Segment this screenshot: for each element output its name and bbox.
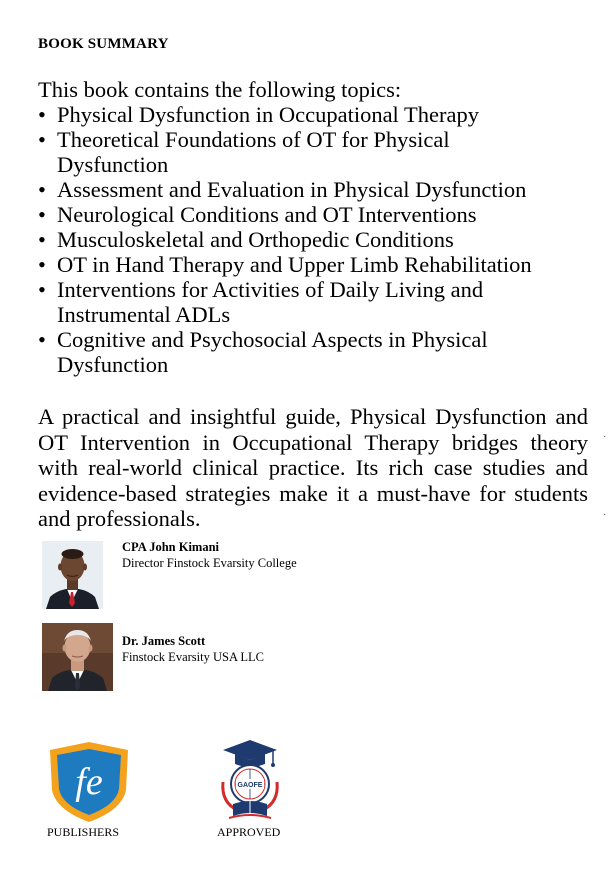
intro-text: This book contains the following topics: (38, 77, 402, 102)
publisher-logo (48, 740, 130, 824)
avatar (42, 541, 103, 609)
bullet: • (38, 177, 46, 202)
approval-seal (207, 738, 293, 824)
seal-badge-text: GAOFE (237, 782, 263, 789)
topic-line: Physical Dysfunction in Occupational Therapy (57, 102, 479, 127)
topic-item (38, 252, 598, 277)
topic-line: Neurological Conditions and OT Interventions (57, 202, 477, 227)
endorser-title: Director Finstock Evarsity College (122, 556, 297, 570)
portrait-photo-icon (42, 623, 113, 691)
topic-line: Theoretical Foundations of OT for Physical (57, 127, 450, 152)
heading: BOOK SUMMARY (38, 36, 169, 52)
bullet: • (38, 102, 46, 127)
endorser-name: Dr. James Scott (122, 634, 206, 648)
bullet: • (38, 327, 46, 352)
topic-line: Assessment and Evaluation in Physical Dysfunction (57, 177, 527, 202)
bullet: • (38, 277, 46, 302)
endorser-info (122, 539, 297, 571)
book-blurb: A practical and insightful guide, Physical Dysfunction and OT Intervention in Occupational Therapy bridges theory with real-world clinical practice. Its rich case studies and evidence-based strategies make it a must-have for students and professionals. (38, 404, 588, 531)
topic-item (38, 227, 598, 252)
shield-logo-icon (48, 740, 130, 824)
topic-item (38, 327, 598, 377)
topic-line: Dysfunction (57, 152, 169, 177)
topic-line: Musculoskeletal and Orthopedic Conditions (57, 227, 454, 252)
topic-item (38, 202, 598, 227)
topic-item (38, 102, 598, 127)
topic-line: Interventions for Activities of Daily Living and (57, 277, 484, 302)
approval-caption: APPROVED (217, 825, 281, 839)
bullet: • (38, 127, 46, 152)
endorser-title: Finstock Evarsity USA LLC (122, 650, 265, 664)
bullet: • (38, 202, 46, 227)
topic-item (38, 177, 598, 202)
bullet: • (38, 227, 46, 252)
edge-mark: · (603, 510, 607, 521)
endorser-info (122, 633, 264, 665)
topic-line: Cognitive and Psychosocial Aspects in Physical (57, 327, 488, 352)
topic-line: Dysfunction (57, 352, 169, 377)
portrait-photo-icon (42, 541, 103, 609)
edge-mark: · (603, 432, 607, 443)
graduation-cap-seal-icon (207, 738, 293, 824)
endorser-name: CPA John Kimani (122, 540, 220, 554)
publisher-caption: PUBLISHERS (47, 825, 120, 839)
topic-line: OT in Hand Therapy and Upper Limb Rehabilitation (57, 252, 532, 277)
avatar (42, 623, 113, 691)
topic-list (38, 102, 598, 377)
topic-item (38, 277, 598, 327)
topic-item (38, 127, 598, 177)
bullet: • (38, 252, 46, 277)
publisher-logo-text: fe (75, 761, 103, 803)
topic-line: Instrumental ADLs (57, 302, 231, 327)
